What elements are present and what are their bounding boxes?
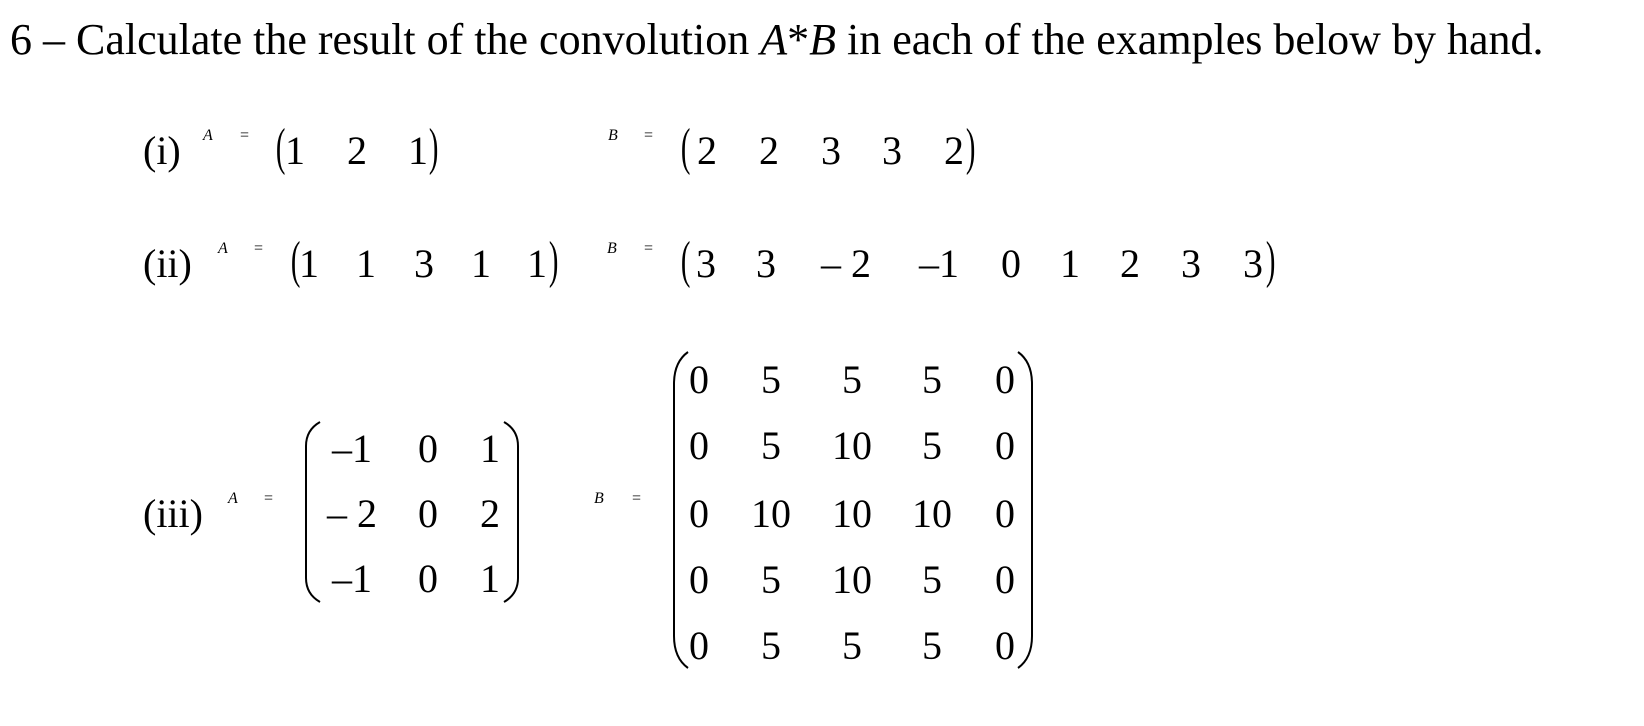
example-i-b-value: 2 — [697, 128, 717, 173]
matrix-b-cell: 5 — [842, 623, 862, 668]
matrix-b-cell: 0 — [995, 491, 1015, 536]
example-iii-a-equals: = — [264, 490, 274, 507]
example-i-a-name: A — [203, 127, 213, 144]
example-i-b-value: 3 — [882, 128, 902, 173]
matrix-a-cell: –1 — [332, 556, 372, 601]
heading-operator: * — [787, 15, 810, 64]
example-ii-b-value: 1 — [1060, 241, 1080, 286]
example-ii-b-value: 3 — [696, 241, 716, 286]
matrix-b-cell: 0 — [995, 623, 1015, 668]
example-ii-a-value: 1 — [356, 241, 376, 286]
matrix-a-cell: – 2 — [327, 491, 377, 536]
example-i-b-left-paren: ( — [680, 119, 691, 176]
example-i-b-right-paren: ) — [965, 119, 976, 176]
example-i-b-value: 2 — [759, 128, 779, 173]
matrix-b-cell: 0 — [689, 491, 709, 536]
matrix-b-cell: 0 — [689, 357, 709, 402]
heading-var-a: A — [760, 15, 788, 64]
example-ii-a-value: 1 — [471, 241, 491, 286]
example-ii-b-name: B — [607, 240, 617, 257]
example-ii-b-equals: = — [644, 240, 654, 257]
example-i-b-name: B — [608, 127, 618, 144]
heading-dash: – — [43, 15, 65, 64]
matrix-b-cell: 0 — [995, 423, 1015, 468]
exercise-number: 6 — [10, 15, 32, 64]
example-iii-label: (iii) — [143, 491, 203, 536]
example-ii-a-name: A — [218, 240, 228, 257]
example-ii-b-value: 0 — [1001, 241, 1021, 286]
heading-var-b: B — [809, 15, 837, 64]
example-iii-b-name: B — [594, 490, 604, 507]
matrix-b-cell: 10 — [832, 491, 872, 536]
matrix-a-cell: –1 — [332, 426, 372, 471]
example-iii-b-equals: = — [632, 490, 642, 507]
matrix-a-cell: 0 — [418, 491, 438, 536]
example-iii-a-name: A — [228, 490, 238, 507]
example-ii-a-value: 3 — [414, 241, 434, 286]
example-i-a-value: 1 — [285, 128, 305, 173]
matrix-b-cell: 10 — [832, 557, 872, 602]
example-ii-b-value: 2 — [1120, 241, 1140, 286]
matrix-a-cell: 0 — [418, 556, 438, 601]
example-i-a-value: 2 — [347, 128, 367, 173]
example-ii-a-right-paren: ) — [548, 232, 559, 289]
example-i-a-right-paren: ) — [428, 119, 439, 176]
matrix-b-cell: 5 — [922, 423, 942, 468]
heading-text-before: Calculate the result of the convolution — [76, 15, 750, 64]
matrix-b-cell: 5 — [761, 623, 781, 668]
matrix-b-cell: 5 — [761, 423, 781, 468]
matrix-a-cell: 1 — [480, 556, 500, 601]
example-ii-a-equals: = — [254, 240, 264, 257]
matrix-b-cell: 0 — [995, 557, 1015, 602]
example-i-b-value: 2 — [944, 128, 964, 173]
exercise-heading — [10, 16, 1543, 64]
example-ii-b-value: – 2 — [821, 241, 871, 286]
example-ii-a-value: 1 — [299, 241, 319, 286]
matrix-b-cell: 0 — [689, 557, 709, 602]
heading-text-after: in each of the examples below by hand. — [847, 15, 1544, 64]
matrix-b-cell: 0 — [995, 357, 1015, 402]
example-ii-b-value: –1 — [919, 241, 959, 286]
example-ii-b-right-paren: ) — [1265, 232, 1276, 289]
matrix-b-cell: 5 — [761, 357, 781, 402]
example-i-a-value: 1 — [408, 128, 428, 173]
matrix-b-cell: 10 — [832, 423, 872, 468]
matrix-b-cell: 10 — [912, 491, 952, 536]
matrix-b-cell: 5 — [842, 357, 862, 402]
matrix-b-cell: 0 — [689, 423, 709, 468]
matrix-a-cell: 0 — [418, 426, 438, 471]
example-ii-label: (ii) — [143, 241, 192, 286]
matrix-a-cell: 2 — [480, 491, 500, 536]
example-i-label: (i) — [143, 128, 181, 173]
example-ii-b-value: 3 — [1243, 241, 1263, 286]
example-i-a-left-paren: ( — [275, 119, 286, 176]
matrix-b-cell: 5 — [922, 623, 942, 668]
example-ii-b-left-paren: ( — [680, 232, 691, 289]
example-ii-b-value: 3 — [756, 241, 776, 286]
matrix-b-cell: 0 — [689, 623, 709, 668]
example-ii-a-left-paren: ( — [290, 232, 301, 289]
matrix-a-cell: 1 — [480, 426, 500, 471]
matrix-b-cell: 5 — [922, 357, 942, 402]
example-ii-b-value: 3 — [1181, 241, 1201, 286]
matrix-b-cell: 10 — [751, 491, 791, 536]
example-i-a-equals: = — [240, 127, 250, 144]
matrix-b-cell: 5 — [761, 557, 781, 602]
example-i-b-value: 3 — [821, 128, 841, 173]
matrix-b-cell: 5 — [922, 557, 942, 602]
example-ii-a-value: 1 — [527, 241, 547, 286]
example-i-b-equals: = — [644, 127, 654, 144]
